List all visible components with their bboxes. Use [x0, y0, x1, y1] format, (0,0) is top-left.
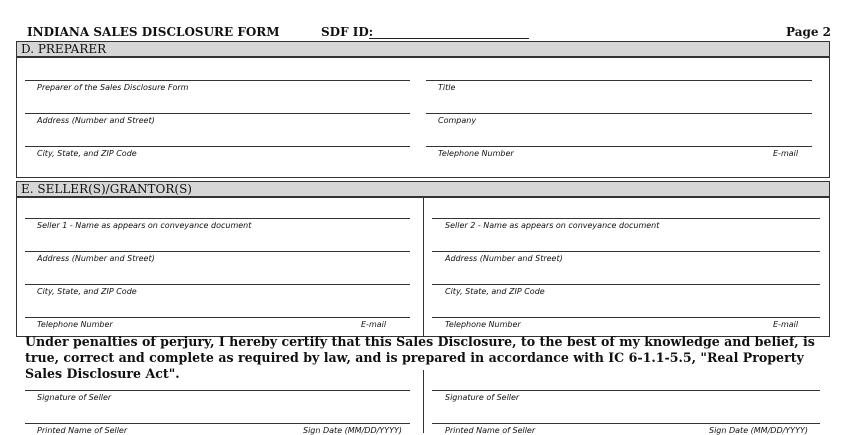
- sellers-divider: [423, 197, 424, 337]
- signature-divider: [423, 370, 424, 433]
- seller-signature-right-label: Signature of Seller: [445, 393, 520, 402]
- preparer-name-label: Preparer of the Sales Disclosure Form: [37, 83, 189, 92]
- seller1-address-label: Address (Number and Street): [37, 254, 155, 263]
- page-number: Page 2: [786, 25, 832, 39]
- seller2-address-field[interactable]: [432, 251, 820, 252]
- seller-signature-right-field[interactable]: [432, 390, 820, 391]
- certification-text: Under penalties of perjury, I hereby certify that this Sales Disclosure, to the best of my knowledge and belief, is true, correct and complete as required by law, and is prepared in accordance with IC 6-1.1-5.5, "Real Property Sales Disclosure Act".: [25, 334, 815, 381]
- section-d-header: D. PREPARER: [16, 41, 830, 57]
- sign-date-left-label: Sign Date (MM/DD/YYYY): [303, 426, 402, 435]
- seller2-phone-email-field[interactable]: [432, 317, 820, 318]
- seller2-address-label: Address (Number and Street): [445, 254, 563, 263]
- preparer-company-field[interactable]: [426, 113, 812, 114]
- seller1-phone-email-field[interactable]: [25, 317, 410, 318]
- preparer-address-field[interactable]: [25, 113, 410, 114]
- printed-name-left-field[interactable]: [25, 423, 410, 424]
- seller2-phone-label: Telephone Number: [445, 320, 521, 329]
- preparer-name-field[interactable]: [25, 80, 410, 81]
- seller-signature-left-field[interactable]: [25, 390, 410, 391]
- preparer-email-label: E-mail: [773, 149, 799, 158]
- preparer-company-label: Company: [438, 116, 477, 125]
- seller2-city-label: City, State, and ZIP Code: [445, 287, 545, 296]
- preparer-title-field[interactable]: [426, 80, 812, 81]
- seller2-name-label: Seller 2 - Name as appears on conveyance document: [445, 221, 660, 230]
- seller2-city-field[interactable]: [432, 284, 820, 285]
- preparer-city-label: City, State, and ZIP Code: [37, 149, 137, 158]
- seller2-email-label: E-mail: [773, 320, 799, 329]
- seller1-city-label: City, State, and ZIP Code: [37, 287, 137, 296]
- printed-name-right-field[interactable]: [432, 423, 820, 424]
- preparer-phone-label: Telephone Number: [438, 149, 514, 158]
- sdf-id-field[interactable]: [369, 38, 529, 39]
- seller2-name-field[interactable]: [432, 218, 820, 219]
- seller1-name-label: Seller 1 - Name as appears on conveyance document: [37, 221, 252, 230]
- seller1-email-label: E-mail: [361, 320, 387, 329]
- seller1-address-field[interactable]: [25, 251, 410, 252]
- seller1-name-field[interactable]: [25, 218, 410, 219]
- seller1-phone-label: Telephone Number: [37, 320, 113, 329]
- preparer-title-label: Title: [438, 83, 456, 92]
- printed-name-left-label: Printed Name of Seller: [37, 426, 128, 435]
- sdf-id-label: SDF ID:: [321, 25, 374, 39]
- preparer-city-field[interactable]: [25, 146, 410, 147]
- seller1-city-field[interactable]: [25, 284, 410, 285]
- printed-name-right-label: Printed Name of Seller: [445, 426, 536, 435]
- section-e-header: E. SELLER(S)/GRANTOR(S): [16, 181, 830, 197]
- form-title: INDIANA SALES DISCLOSURE FORM: [27, 25, 280, 39]
- sign-date-right-label: Sign Date (MM/DD/YYYY): [709, 426, 808, 435]
- seller-signature-left-label: Signature of Seller: [37, 393, 112, 402]
- preparer-address-label: Address (Number and Street): [37, 116, 155, 125]
- preparer-phone-email-field[interactable]: [426, 146, 812, 147]
